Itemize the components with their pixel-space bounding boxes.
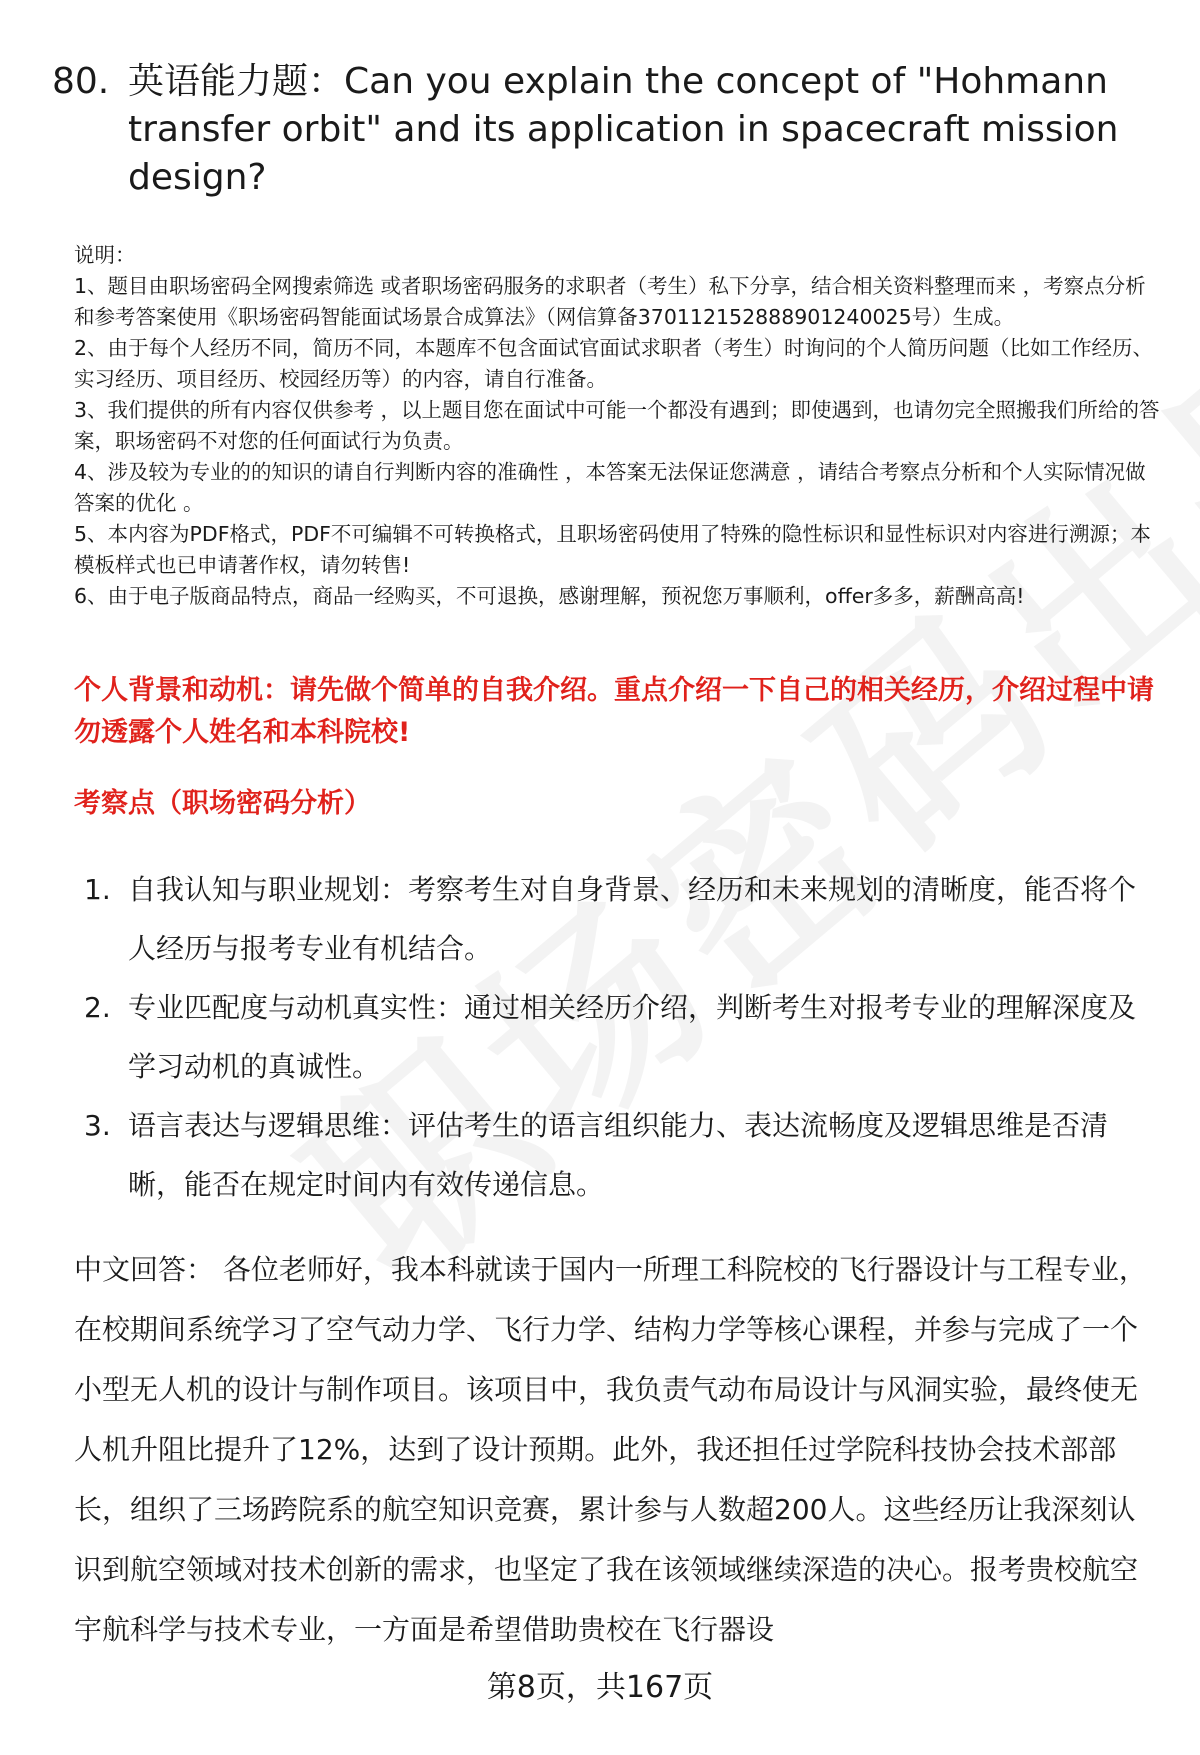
list-item-text: 自我认知与职业规划：考察考生对自身背景、经历和未来规划的清晰度，能否将个人经历与报考专业有机结合。 [128,873,1137,965]
section-points-heading: 考察点（职场密码分析） [74,788,371,819]
notes-heading: 说明： [74,243,136,267]
notes-block [74,240,1160,612]
page-footer: 第8页，共167页 [486,1670,714,1705]
note-item: 1、题目由职场密码全网搜索筛选 或者职场密码服务的求职者（考生）私下分享，结合相关资料整理而来 ，考察点分析和参考答案使用《职场密码智能面试场景合成算法》（网信算备370112152888901240025号）生成。 [74,274,1146,329]
question-number: 80. [52,61,110,102]
list-item-number: 1. [84,873,111,906]
list-item-text: 专业匹配度与动机真实性：通过相关经历介绍，判断考生对报考专业的理解深度及学习动机的真诚性。 [128,991,1137,1083]
list-item [84,860,1160,978]
note-item: 2、由于每个人经历不同，简历不同，本题库不包含面试官面试求职者（考生）时询问的个人简历问题（比如工作经历、实习经历、项目经历、校园经历等）的内容，请自行准备。 [74,336,1154,391]
section-intro-heading: 个人背景和动机：请先做个简单的自我介绍。重点介绍一下自己的相关经历，介绍过程中请勿透露个人姓名和本科院校! [74,675,1154,748]
answer-paragraph: 中文回答： 各位老师好，我本科就读于国内一所理工科院校的飞行器设计与工程专业，在校期间系统学习了空气动力学、飞行力学、结构力学等核心课程，并参与完成了一个小型无人机的设计与制作项目。该项目中，我负责气动布局设计与风洞实验，最终使无人机升阻比提升了12%，达到了设计预期。此外，我还担任过学院科技协会技术部部长，组织了三场跨院系的航空知识竞赛，累计参与人数超200人。这些经历让我深刻认识到航空领域对技术创新的需求，也坚定了我在该领域继续深造的决心。报考贵校航空宇航科学与技术专业，一方面是希望借助贵校在飞行器设 [74,1253,1147,1646]
list-item-number: 2. [84,991,111,1024]
note-item: 5、本内容为PDF格式，PDF不可编辑不可转换格式，且职场密码使用了特殊的隐性标识和显性标识对内容进行溯源；本模板样式也已申请著作权，请勿转售! [74,522,1151,577]
question-text: 英语能力题：Can you explain the concept of "Hohmann transfer orbit" and its application in spacecraft mission design? [128,61,1119,198]
list-item [84,978,1160,1096]
list-item-text: 语言表达与逻辑思维：评估考生的语言组织能力、表达流畅度及逻辑思维是否清晰，能否在规定时间内有效传递信息。 [128,1109,1109,1201]
list-item-number: 3. [84,1109,111,1142]
question-title [52,58,1152,202]
list-item [84,1096,1160,1214]
note-item: 6、由于电子版商品特点，商品一经购买，不可退换，感谢理解，预祝您万事顺利，offer多多，薪酬高高! [74,584,1025,608]
points-list [84,860,1160,1214]
note-item: 3、我们提供的所有内容仅供参考 ，以上题目您在面试中可能一个都没有遇到；即使遇到，也请勿完全照搬我们所给的答案，职场密码不对您的任何面试行为负责。 [74,398,1160,453]
note-item: 4、涉及较为专业的的知识的请自行判断内容的准确性 ，本答案无法保证您满意 ，请结合考察点分析和个人实际情况做答案的优化 。 [74,460,1146,515]
